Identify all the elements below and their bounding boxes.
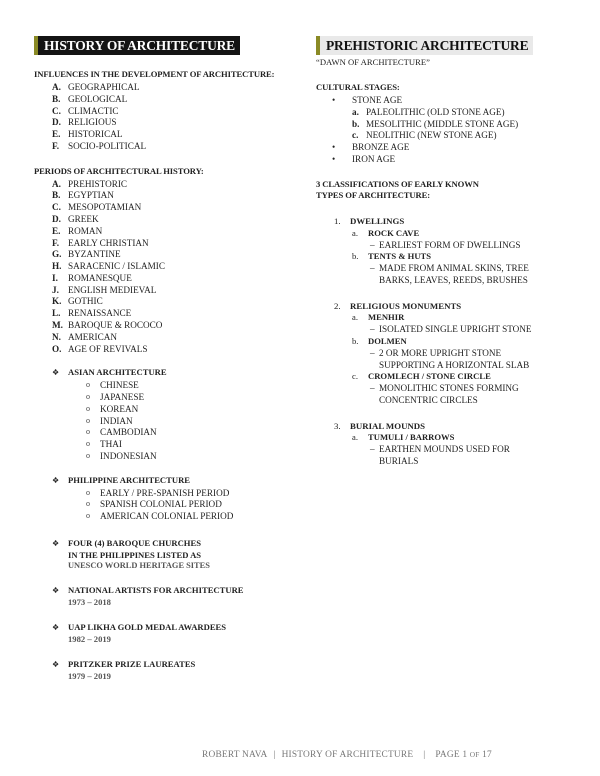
list-letter: a. <box>352 312 358 323</box>
list-letter: B. <box>52 190 61 201</box>
list-letter: c. <box>352 130 359 141</box>
circle-bullet-icon: o <box>86 451 90 461</box>
list-letter: I. <box>52 272 58 283</box>
list-item <box>52 296 296 308</box>
list-item <box>86 380 296 392</box>
list-letter: N. <box>52 331 61 342</box>
list-item-label: INDONESIAN <box>100 451 157 462</box>
dolmen-heading: DOLMEN <box>368 335 407 346</box>
list-item-label: CAMBODIAN <box>100 427 157 438</box>
mounds-block <box>334 421 578 468</box>
list-letter: G. <box>52 249 62 260</box>
circle-bullet-icon: o <box>86 403 90 413</box>
influences-heading: INFLUENCES IN THE DEVELOPMENT OF ARCHITECTURE: <box>34 69 275 80</box>
page-title: HISTORY OF ARCHITECTURE <box>34 36 240 55</box>
churches-heading-1: FOUR (4) BAROQUE CHURCHES <box>68 537 201 548</box>
list-letter: a. <box>352 432 358 443</box>
list-item <box>86 404 296 416</box>
list-item-label: EGYPTIAN <box>68 190 114 201</box>
iron-age-label: IRON AGE <box>352 153 396 164</box>
uap-years: 1982 – 2019 <box>68 634 111 645</box>
page-footer: ROBERT NAVA | HISTORY OF ARCHITECTURE | PAGE 1 OF 17 <box>202 750 492 760</box>
list-letter: E. <box>52 225 61 236</box>
rock-cave-desc: EARLIEST FORM OF DWELLINGS <box>379 239 521 250</box>
tents-huts-heading: TENTS & HUTS <box>368 251 432 262</box>
stone-age-label: STONE AGE <box>352 95 403 105</box>
list-item <box>86 499 296 511</box>
dash-bullet-icon: – <box>370 324 375 335</box>
churches-note: UNESCO WORLD HERITAGE SITES <box>68 560 210 570</box>
list-letter: a. <box>352 227 358 238</box>
list-item-label: ENGLISH MEDIEVAL <box>68 284 157 295</box>
cultural-list-2 <box>332 142 578 166</box>
asian-heading: ASIAN ARCHITECTURE <box>68 367 167 378</box>
list-letter: c. <box>352 371 358 382</box>
dash-bullet-icon: – <box>370 383 375 394</box>
list-number: 2. <box>334 300 341 311</box>
list-item-label: MESOLITHIC (MIDDLE STONE AGE) <box>366 118 519 129</box>
dolmen-desc: 2 OR MORE UPRIGHT STONE <box>379 347 502 358</box>
cromlech-desc: MONOLITHIC STONES FORMING <box>379 383 519 394</box>
list-item <box>52 179 296 191</box>
list-item-label: RENAISSANCE <box>68 308 132 319</box>
ages-list <box>352 107 578 142</box>
list-item-label: AGE OF REVIVALS <box>68 343 148 354</box>
circle-bullet-icon: o <box>86 392 90 402</box>
list-item-label: EARLY CHRISTIAN <box>68 237 149 248</box>
dolmen-desc-cont: SUPPORTING A HORIZONTAL SLAB <box>379 359 530 370</box>
diamond-bullet-icon: ❖ <box>52 623 60 633</box>
tents-huts-desc: MADE FROM ANIMAL SKINS, TREE <box>379 263 529 274</box>
bullet-icon: • <box>332 95 336 105</box>
list-item <box>86 427 296 439</box>
dwellings-heading: DWELLINGS <box>350 216 405 227</box>
list-item <box>52 238 296 250</box>
list-letter: H. <box>52 261 62 272</box>
list-item-label: SARACENIC / ISLAMIC <box>68 261 165 272</box>
list-item <box>332 154 578 166</box>
list-item <box>52 285 296 297</box>
circle-bullet-icon: o <box>86 427 90 437</box>
footer-of-label: OF <box>469 750 480 759</box>
list-item <box>52 320 296 332</box>
list-letter: D. <box>52 117 61 128</box>
list-number: 1. <box>334 216 341 227</box>
left-column <box>34 36 296 682</box>
list-item <box>52 332 296 344</box>
philippine-group <box>52 475 296 523</box>
dash-bullet-icon: – <box>370 239 375 250</box>
bullet-icon: • <box>332 153 336 164</box>
list-item <box>352 107 578 119</box>
diamond-bullet-icon: ❖ <box>52 538 60 548</box>
list-item-label: NEOLITHIC (NEW STONE AGE) <box>366 130 497 141</box>
section-title: PREHISTORIC ARCHITECTURE <box>316 36 533 55</box>
list-item <box>352 130 578 142</box>
list-item <box>52 129 296 141</box>
list-letter: a. <box>352 106 359 117</box>
monuments-heading: RELIGIOUS MONUMENTS <box>350 300 462 311</box>
list-letter: C. <box>52 202 61 213</box>
uap-group <box>52 622 296 645</box>
list-letter: B. <box>52 93 61 104</box>
list-item-label: RELIGIOUS <box>68 117 117 128</box>
list-item-label: BYZANTINE <box>68 249 121 260</box>
list-item-label: JAPANESE <box>100 392 145 403</box>
list-item-label: KOREAN <box>100 403 139 414</box>
rock-cave-heading: ROCK CAVE <box>368 227 420 238</box>
list-item <box>52 344 296 356</box>
list-letter: E. <box>52 129 61 140</box>
list-item <box>86 511 296 523</box>
list-item-label: SPANISH COLONIAL PERIOD <box>100 499 222 510</box>
pritzker-group <box>52 659 296 682</box>
list-item <box>52 261 296 273</box>
list-item <box>86 451 296 463</box>
list-item-label: PALEOLITHIC (OLD STONE AGE) <box>366 106 505 117</box>
list-letter: F. <box>52 140 60 151</box>
list-letter: K. <box>52 296 62 307</box>
list-item-label: EARLY / PRE-SPANISH PERIOD <box>100 487 230 498</box>
list-item <box>52 141 296 153</box>
tumuli-desc-cont: BURIALS <box>379 455 419 466</box>
cultural-list <box>332 95 578 107</box>
list-item <box>52 106 296 118</box>
list-item-label: ROMAN <box>68 225 103 236</box>
list-item-label: THAI <box>100 439 122 450</box>
list-item <box>332 142 578 154</box>
list-item <box>52 94 296 106</box>
list-item <box>52 214 296 226</box>
list-item-label: GOTHIC <box>68 296 103 307</box>
menhir-heading: MENHIR <box>368 312 405 323</box>
list-letter: F. <box>52 237 60 248</box>
list-letter: A. <box>52 178 61 189</box>
dash-bullet-icon: – <box>370 347 375 358</box>
tents-huts-desc-cont: BARKS, LEAVES, REEDS, BRUSHES <box>379 275 528 286</box>
dash-bullet-icon: – <box>370 444 375 455</box>
footer-author: ROBERT NAVA <box>202 750 268 760</box>
periods-heading: PERIODS OF ARCHITECTURAL HISTORY: <box>34 165 204 176</box>
list-item <box>52 226 296 238</box>
list-item <box>52 308 296 320</box>
churches-heading-2: IN THE PHILIPPINES LISTED AS <box>68 549 202 560</box>
asian-list <box>86 380 296 463</box>
list-item-label: MESOPOTAMIAN <box>68 202 142 213</box>
circle-bullet-icon: o <box>86 511 90 521</box>
list-item-label: HISTORICAL <box>68 129 123 140</box>
artists-group <box>52 585 296 608</box>
footer-page-label: PAGE <box>435 750 460 760</box>
circle-bullet-icon: o <box>86 487 90 497</box>
periods-list <box>52 179 296 356</box>
list-item <box>86 439 296 451</box>
list-letter: J. <box>52 284 59 295</box>
diamond-bullet-icon: ❖ <box>52 368 60 378</box>
list-letter: A. <box>52 82 61 92</box>
churches-group <box>52 538 296 572</box>
circle-bullet-icon: o <box>86 439 90 449</box>
list-item <box>352 119 578 131</box>
tumuli-heading: TUMULI / BARROWS <box>368 432 455 443</box>
list-item-label: AMERICAN COLONIAL PERIOD <box>100 511 234 522</box>
list-letter: b. <box>352 251 359 262</box>
classifications-heading-2: TYPES OF ARCHITECTURE: <box>316 189 430 200</box>
list-item-label: SOCIO-POLITICAL <box>68 140 147 151</box>
pritzker-years: 1979 – 2019 <box>68 670 111 681</box>
section-subtitle: “DAWN OF ARCHITECTURE” <box>316 57 430 68</box>
mounds-heading: BURIAL MOUNDS <box>350 420 426 431</box>
list-item <box>52 273 296 285</box>
list-item-label: ROMANESQUE <box>68 272 132 283</box>
list-item-label: GEOLOGICAL <box>68 93 128 104</box>
list-item <box>52 190 296 202</box>
right-column <box>316 36 578 468</box>
dash-bullet-icon: – <box>370 263 375 274</box>
list-item <box>52 249 296 261</box>
list-item <box>52 117 296 129</box>
tumuli-desc: EARTHEN MOUNDS USED FOR <box>379 444 510 455</box>
list-item <box>52 202 296 214</box>
list-item-label: INDIAN <box>100 415 133 426</box>
list-item-label: AMERICAN <box>68 331 118 342</box>
philippine-list <box>86 488 296 523</box>
list-letter: L. <box>52 308 61 319</box>
list-number: 3. <box>334 420 341 431</box>
diamond-bullet-icon: ❖ <box>52 660 60 670</box>
footer-page-number: 1 <box>462 750 468 760</box>
philippine-heading: PHILIPPINE ARCHITECTURE <box>68 474 191 485</box>
list-letter: M. <box>52 320 63 331</box>
circle-bullet-icon: o <box>86 415 90 425</box>
list-item-label: CHINESE <box>100 380 139 391</box>
dwellings-block <box>334 216 578 287</box>
list-item-label: GEOGRAPHICAL <box>68 82 140 92</box>
list-item <box>86 488 296 500</box>
circle-bullet-icon: o <box>86 499 90 509</box>
artists-heading: NATIONAL ARTISTS FOR ARCHITECTURE <box>68 585 244 596</box>
cromlech-desc-cont: CONCENTRIC CIRCLES <box>379 395 478 406</box>
footer-page-total: 17 <box>482 750 492 760</box>
circle-bullet-icon: o <box>86 380 90 390</box>
list-item <box>86 392 296 404</box>
diamond-bullet-icon: ❖ <box>52 586 60 596</box>
diamond-bullet-icon: ❖ <box>52 475 60 485</box>
bullet-icon: • <box>332 142 336 153</box>
list-item <box>86 416 296 428</box>
footer-course: HISTORY OF ARCHITECTURE <box>281 750 414 760</box>
pritzker-heading: PRITZKER PRIZE LAUREATES <box>68 659 196 670</box>
asian-group <box>52 367 296 462</box>
uap-heading: UAP LIKHA GOLD MEDAL AWARDEES <box>68 622 227 633</box>
list-letter: C. <box>52 105 61 116</box>
list-letter: b. <box>352 335 359 346</box>
list-letter: D. <box>52 213 61 224</box>
list-item-label: PREHISTORIC <box>68 178 128 189</box>
influences-list <box>52 82 296 153</box>
bronze-age-label: BRONZE AGE <box>352 142 410 153</box>
cromlech-heading: CROMLECH / STONE CIRCLE <box>368 371 491 382</box>
classifications-heading-1: 3 CLASSIFICATIONS OF EARLY KNOWN <box>316 178 479 189</box>
list-item <box>332 95 578 107</box>
cultural-heading: CULTURAL STAGES: <box>316 82 400 93</box>
list-item-label: GREEK <box>68 213 99 224</box>
artists-years: 1973 – 2018 <box>68 597 111 608</box>
list-item-label: CLIMACTIC <box>68 105 119 116</box>
list-item <box>52 82 296 94</box>
list-item-label: BAROQUE & ROCOCO <box>68 320 163 331</box>
list-letter: b. <box>352 118 360 129</box>
list-letter: O. <box>52 343 62 354</box>
menhir-desc: ISOLATED SINGLE UPRIGHT STONE <box>379 324 532 335</box>
monuments-block <box>334 301 578 407</box>
